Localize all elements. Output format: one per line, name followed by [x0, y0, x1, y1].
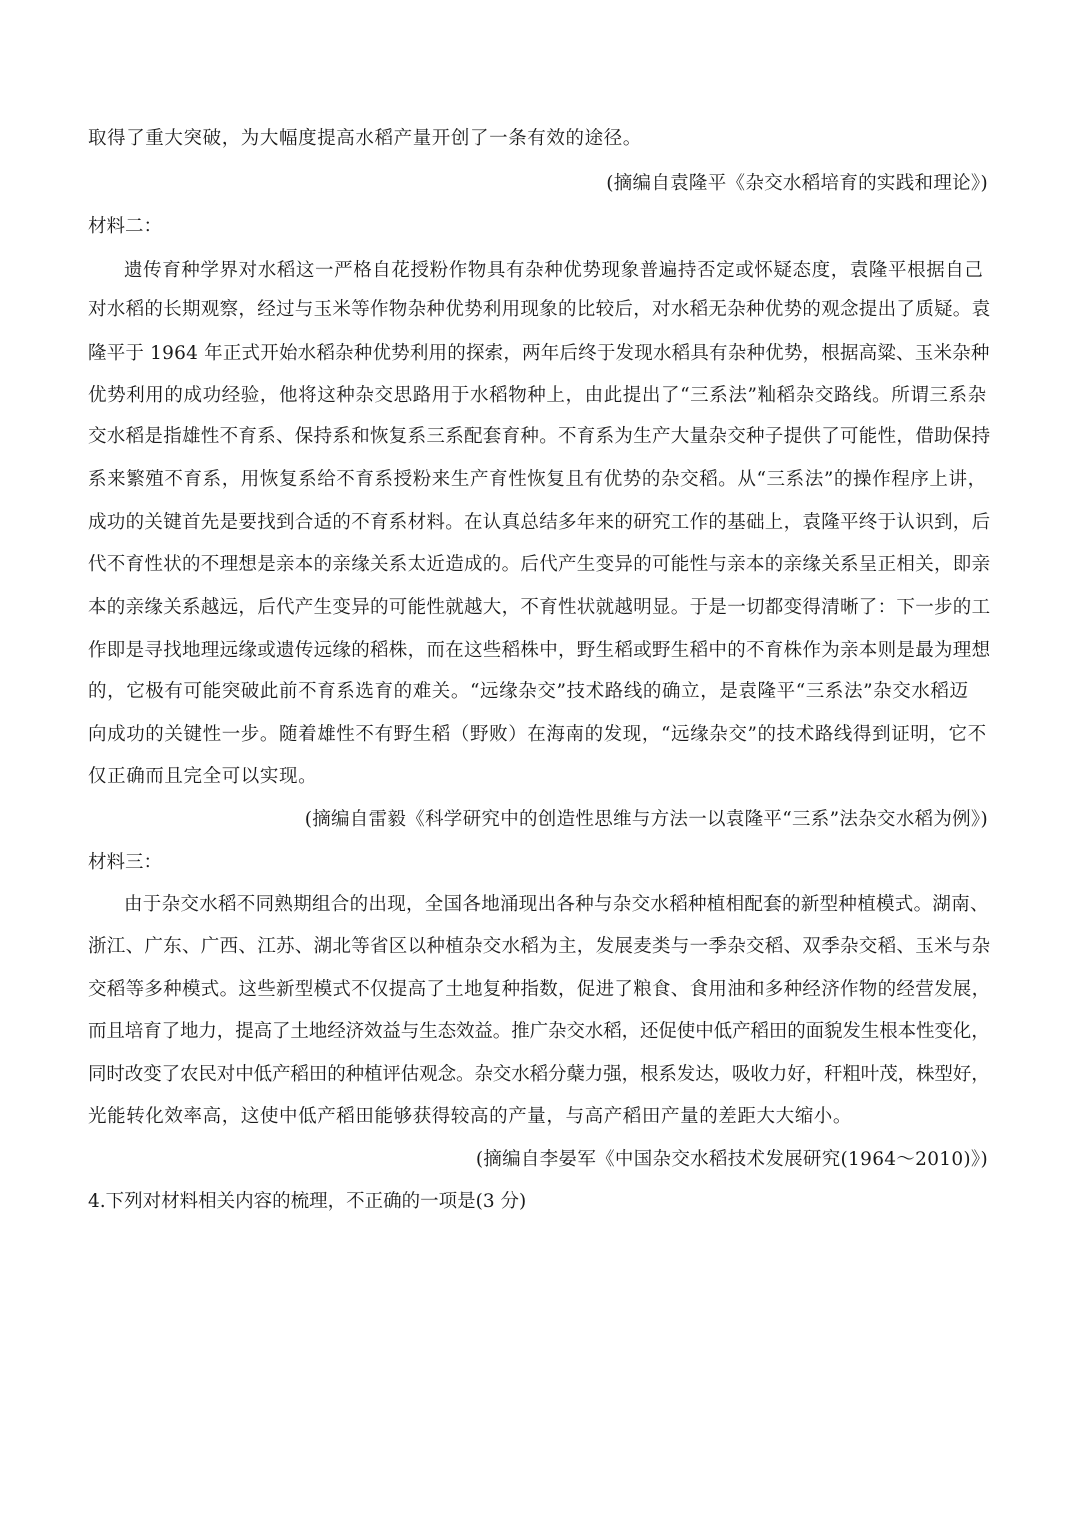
material1-tail-line: 取得了重大突破，为大幅度提高水稻产量开创了一条有效的途径。 [88, 128, 642, 149]
material2-line: 隆平于 1964 年正式开始水稻杂种优势利用的探索，两年后终于发现水稻具有杂种优势，根据高粱、玉米杂种 [88, 343, 990, 364]
material2-line: 代不育性状的不理想是亲本的亲缘关系太近造成的。后代产生变异的可能性与亲本的亲缘关系呈正相关，即亲 [88, 554, 991, 575]
material2-line: 优势利用的成功经验，他将这种杂交思路用于水稻物种上，由此提出了“三系法”籼稻杂交路线。所谓三系杂 [88, 385, 987, 406]
material3-heading: 材料三： [88, 852, 163, 873]
material2-line: 本的亲缘关系越远，后代产生变异的可能性就越大，不育性状就越明显。于是一切都变得清晰了：下一步的工 [88, 597, 991, 618]
material2-line: 的，它极有可能突破此前不育系选育的难关。“远缘杂交”技术路线的确立，是袁隆平“三系法”杂交水稻迈 [88, 681, 969, 702]
material2-source: (摘编自雷毅《科学研究中的创造性思维与方法一以袁隆平“三系”法杂交水稻为例》) [304, 809, 988, 830]
material2-line: 对水稻的长期观察，经过与玉米等作物杂种优势利用现象的比较后，对水稻无杂种优势的观念提出了质疑。袁 [88, 299, 991, 320]
material3-line: 浙江、广东、广西、江苏、湖北等省区以种植杂交水稻为主，发展麦类与一季杂交稻、双季杂交稻、玉米与杂 [88, 936, 991, 957]
material3-line: 交稻等多种模式。这些新型模式不仅提高了土地复种指数，促进了粮食、食用油和多种经济作物的经营发展， [88, 979, 991, 1000]
material3-line: 而且培育了地力，提高了土地经济效益与生态效益。推广杂交水稻，还促使中低产稻田的面貌发生根本性变化， [88, 1021, 990, 1042]
material2-line: 遗传育种学界对水稻这一严格自花授粉作物具有杂种优势现象普遍持否定或怀疑态度，袁隆平根据自己 [124, 260, 984, 281]
material3-source: (摘编自李晏军《中国杂交水稻技术发展研究(1964～2010)》) [475, 1149, 988, 1170]
material3-line: 由于杂交水稻不同熟期组合的出现，全国各地涌现出各种与杂交水稻种植相配套的新型种植模式。湖南、 [124, 894, 989, 915]
material1-source: (摘编自袁隆平《杂交水稻培育的实践和理论》) [606, 173, 988, 194]
material2-line: 系来繁殖不育系，用恢复系给不育系授粉来生产育性恢复且有优势的杂交稻。从“三系法”的操作程序上讲， [88, 469, 987, 490]
material2-line: 向成功的关键性一步。随着雄性不有野生稻（野败）在海南的发现，“远缘杂交”的技术路线得到证明，它不 [88, 724, 987, 745]
question-4-prompt: 4.下列对材料相关内容的梳理，不正确的一项是(3 分) [88, 1191, 527, 1212]
material3-line: 光能转化效率高，这使中低产稻田能够获得较高的产量，与高产稻田产量的差距大大缩小。 [88, 1106, 853, 1127]
material2-line: 作即是寻找地理远缘或遗传远缘的稻株，而在这些稻株中，野生稻或野生稻中的不育株作为亲本则是最为理想 [88, 640, 991, 661]
material2-line: 成功的关键首先是要找到合适的不育系材料。在认真总结多年来的研究工作的基础上，袁隆平终于认识到，后 [88, 512, 991, 533]
material3-line: 同时改变了农民对中低产稻田的种植评估观念。杂交水稻分蘖力强，根系发达，吸收力好，秆粗叶茂，株型好， [88, 1064, 990, 1085]
material2-line: 仅正确而且完全可以实现。 [88, 766, 318, 787]
material2-heading: 材料二： [88, 216, 163, 237]
material2-line: 交水稻是指雄性不育系、保持系和恢复系三系配套育种。不育系为生产大量杂交种子提供了可能性，借助保持 [88, 426, 991, 447]
